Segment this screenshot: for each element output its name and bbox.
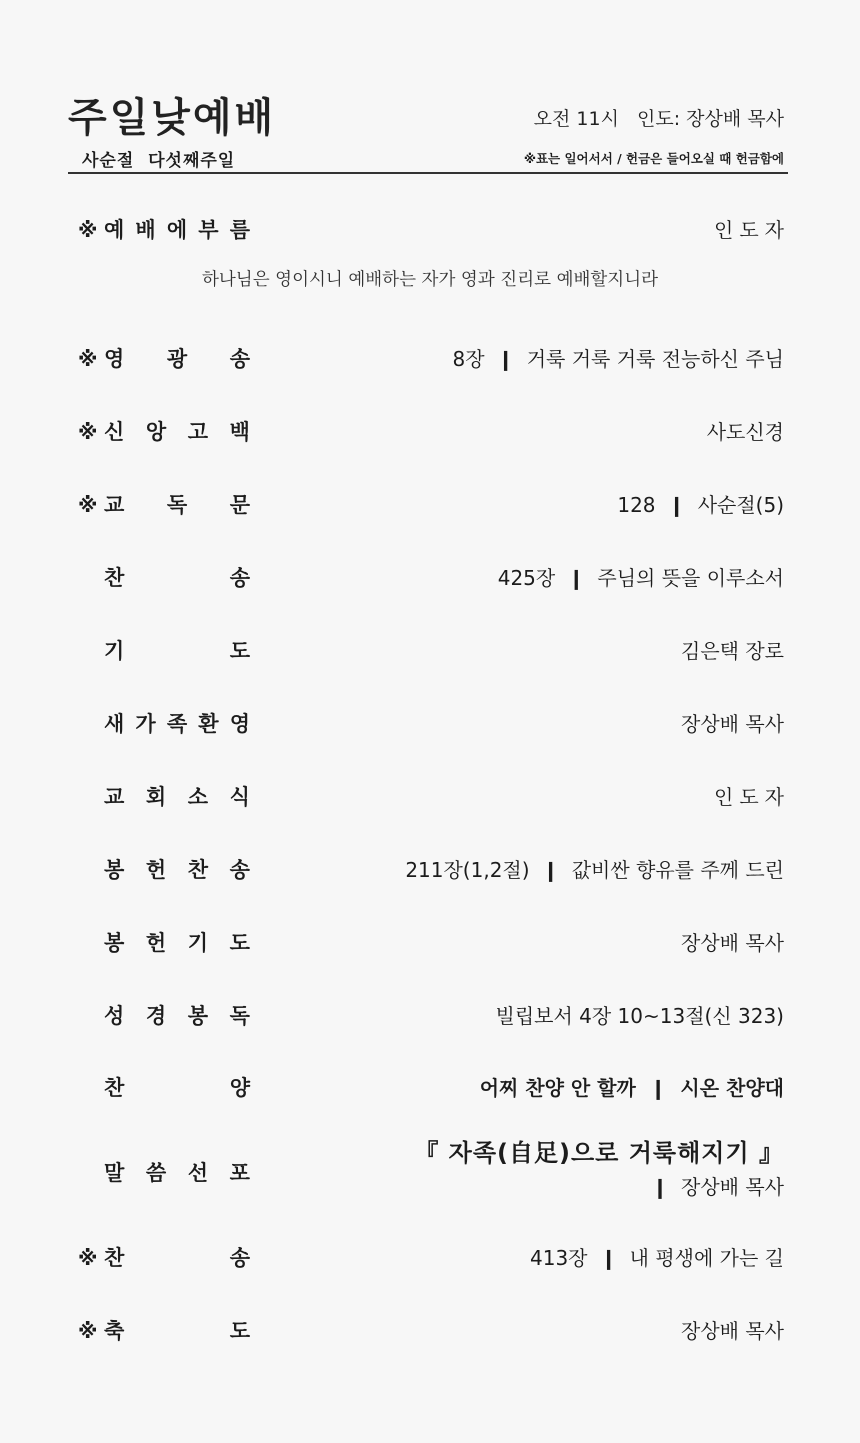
- label-char: 도: [229, 639, 250, 663]
- label-char: 소: [187, 785, 209, 809]
- order-item-hymn: [78, 560, 784, 596]
- label-char: 예: [104, 218, 125, 242]
- order-item-offertory-hymn: [78, 852, 784, 888]
- label-char: 교: [104, 493, 125, 517]
- label-char: 포: [229, 1161, 250, 1185]
- liturgical-week: 사순절 다섯째주일: [82, 151, 236, 171]
- label-char: 도: [229, 1319, 250, 1343]
- label-char: 영: [229, 712, 250, 736]
- order-item-prayer: [78, 633, 784, 669]
- stand-mark: ※: [78, 347, 98, 371]
- order-item-sermon: [78, 1139, 784, 1199]
- order-item-benediction: [78, 1313, 784, 1349]
- stand-mark: ※: [78, 493, 98, 517]
- label-char: 축: [104, 1319, 125, 1343]
- stand-mark: ※: [78, 1246, 98, 1270]
- label-char: 헌: [145, 931, 167, 955]
- label-char: 봉: [104, 858, 125, 882]
- order-item-gloria: [78, 341, 784, 377]
- order-item-detail: 413장 ❙ 내 평생에 가는 길: [530, 1246, 784, 1270]
- label-char: 봉: [187, 1004, 209, 1028]
- label-char: 송: [229, 347, 250, 371]
- label-char: 식: [229, 785, 250, 809]
- label-char: 고: [187, 420, 209, 444]
- label-char: 교: [104, 785, 125, 809]
- order-item-detail: 어찌 찬양 안 할까 ❙ 시온 찬양대: [479, 1076, 784, 1100]
- label-char: 에: [166, 218, 188, 242]
- label-char: 기: [104, 639, 125, 663]
- sermon-preacher: ❙ 장상배 목사: [651, 1175, 784, 1199]
- label-char: 성: [104, 1004, 125, 1028]
- label-char: 헌: [145, 858, 167, 882]
- label-char: 말: [104, 1161, 125, 1185]
- order-item-detail: 425장 ❙ 주님의 뜻을 이루소서: [497, 566, 784, 590]
- label-char: 영: [104, 347, 125, 371]
- order-item-detail: 김은택 장로: [681, 639, 784, 663]
- order-item-creed: [78, 414, 784, 450]
- order-item-detail: 장상배 목사: [681, 712, 784, 736]
- scripture-verse: 하나님은 영이시니 예배하는 자가 영과 진리로 예배할지니라: [202, 270, 658, 290]
- order-item-detail: 장상배 목사: [681, 931, 784, 955]
- stand-mark: ※: [78, 218, 98, 242]
- label-char: 환: [198, 712, 219, 736]
- order-item-detail: 211장(1,2절) ❙ 값비싼 향유를 주께 드린: [405, 858, 784, 882]
- order-item-scripture-reading: [78, 998, 784, 1034]
- order-item-detail: 인도자: [714, 785, 790, 809]
- label-char: 백: [229, 420, 250, 444]
- label-char: 봉: [104, 931, 125, 955]
- label-char: 도: [229, 931, 250, 955]
- label-char: 부: [198, 218, 219, 242]
- label-char: 찬: [187, 858, 209, 882]
- label-char: 새: [104, 712, 125, 736]
- order-item-detail: 인도자: [714, 218, 790, 242]
- label-char: 송: [229, 566, 250, 590]
- label-char: 독: [166, 493, 188, 517]
- label-char: 신: [104, 420, 125, 444]
- label-char: 독: [229, 1004, 250, 1028]
- label-char: 찬: [104, 566, 125, 590]
- label-char: 선: [187, 1161, 209, 1185]
- order-item-detail: 8장 ❙ 거룩 거룩 거룩 전능하신 주님: [452, 347, 784, 371]
- label-char: 씀: [145, 1161, 167, 1185]
- order-item-detail: 사도신경: [706, 420, 784, 444]
- service-time-leader: 오전 11시 인도: 장상배 목사: [533, 108, 784, 130]
- order-item-anthem: [78, 1070, 784, 1106]
- label-char: 족: [166, 712, 188, 736]
- order-item-closing-hymn: [78, 1240, 784, 1276]
- standing-offering-note: ※표는 일어서서 / 헌금은 들어오실 때 헌금함에: [523, 151, 784, 166]
- label-char: 앙: [145, 420, 167, 444]
- label-char: 찬: [104, 1076, 125, 1100]
- label-char: 기: [187, 931, 209, 955]
- label-char: 문: [229, 493, 250, 517]
- order-item-detail: 장상배 목사: [681, 1319, 784, 1343]
- service-title: 주일낮예배: [68, 95, 277, 141]
- sermon-title: 『 자족(自足)으로 거룩해지기 』: [414, 1139, 784, 1167]
- stand-mark: ※: [78, 1319, 98, 1343]
- label-char: 가: [135, 712, 156, 736]
- order-item-newcomer-welcome: [78, 706, 784, 742]
- order-item-announcements: [78, 779, 790, 815]
- service-header: [68, 80, 788, 175]
- order-item-detail: 128 ❙ 사순절(5): [617, 493, 784, 517]
- order-item-offertory-prayer: [78, 925, 784, 961]
- label-char: 양: [229, 1076, 250, 1100]
- label-char: 송: [229, 858, 250, 882]
- order-item-detail: 빌립보서 4장 10~13절(신 323): [495, 1004, 784, 1028]
- label-char: 름: [229, 218, 250, 242]
- label-char: 회: [145, 785, 167, 809]
- header-divider: [68, 172, 788, 174]
- order-item-responsive-reading: [78, 487, 784, 523]
- label-char: 경: [145, 1004, 167, 1028]
- label-char: 찬: [104, 1246, 125, 1270]
- label-char: 송: [229, 1246, 250, 1270]
- label-char: 배: [135, 218, 156, 242]
- order-item-call-to-worship: [78, 212, 790, 248]
- label-char: 광: [166, 347, 188, 371]
- stand-mark: ※: [78, 420, 98, 444]
